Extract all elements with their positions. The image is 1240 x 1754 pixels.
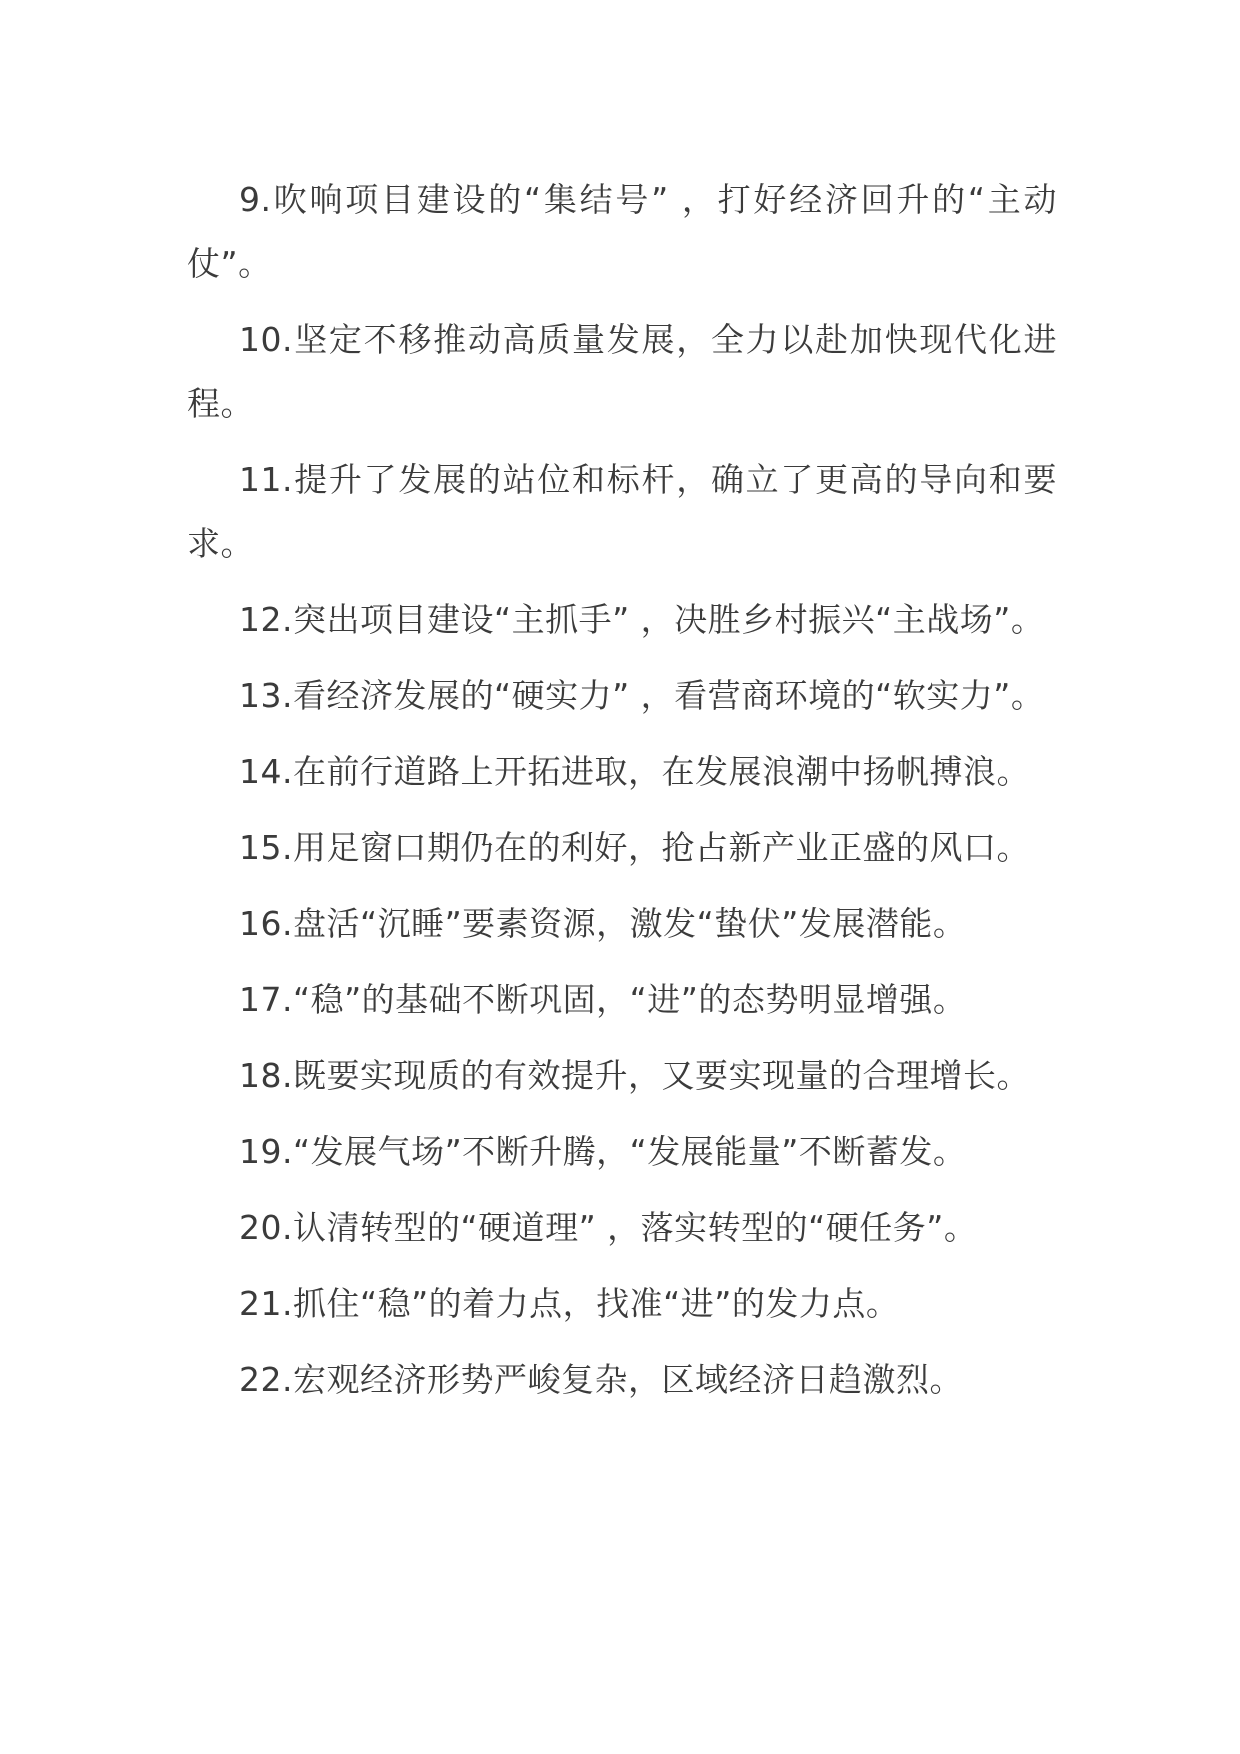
list-item: 20.认清转型的“硬道理” ，落实转型的“硬任务”。 <box>239 1208 978 1247</box>
list-item: 12.突出项目建设“主抓手” ，决胜乡村振兴“主战场”。 <box>239 600 1045 639</box>
list-item: 13.看经济发展的“硬实力” ，看营商环境的“软实力”。 <box>239 676 1045 715</box>
list-item: 15.用足窗口期仍在的利好，抢占新产业正盛的风口。 <box>239 828 1030 867</box>
document-body <box>187 168 1057 1424</box>
list-item: 19.“发展气场”不断升腾，“发展能量”不断蓄发。 <box>239 1132 967 1171</box>
list-item: 18.既要实现质的有效提升，又要实现量的合理增长。 <box>239 1056 1030 1095</box>
list-item: 10.坚定不移推动高质量发展，全力以赴加快现代化进程。 <box>187 320 1057 423</box>
list-item: 22.宏观经济形势严峻复杂，区域经济日趋激烈。 <box>239 1360 963 1399</box>
list-item: 9.吹响项目建设的“集结号” ，打好经济回升的“主动仗”。 <box>187 180 1057 283</box>
list-item: 14.在前行道路上开拓进取，在发展浪潮中扬帆搏浪。 <box>239 752 1030 791</box>
list-item: 21.抓住“稳”的着力点，找准“进”的发力点。 <box>239 1284 900 1323</box>
list-item: 11.提升了发展的站位和标杆，确立了更高的导向和要求。 <box>187 460 1057 563</box>
list-item: 16.盘活“沉睡”要素资源，激发“蛰伏”发展潜能。 <box>239 904 967 943</box>
list-item: 17.“稳”的基础不断巩固，“进”的态势明显增强。 <box>239 980 967 1019</box>
